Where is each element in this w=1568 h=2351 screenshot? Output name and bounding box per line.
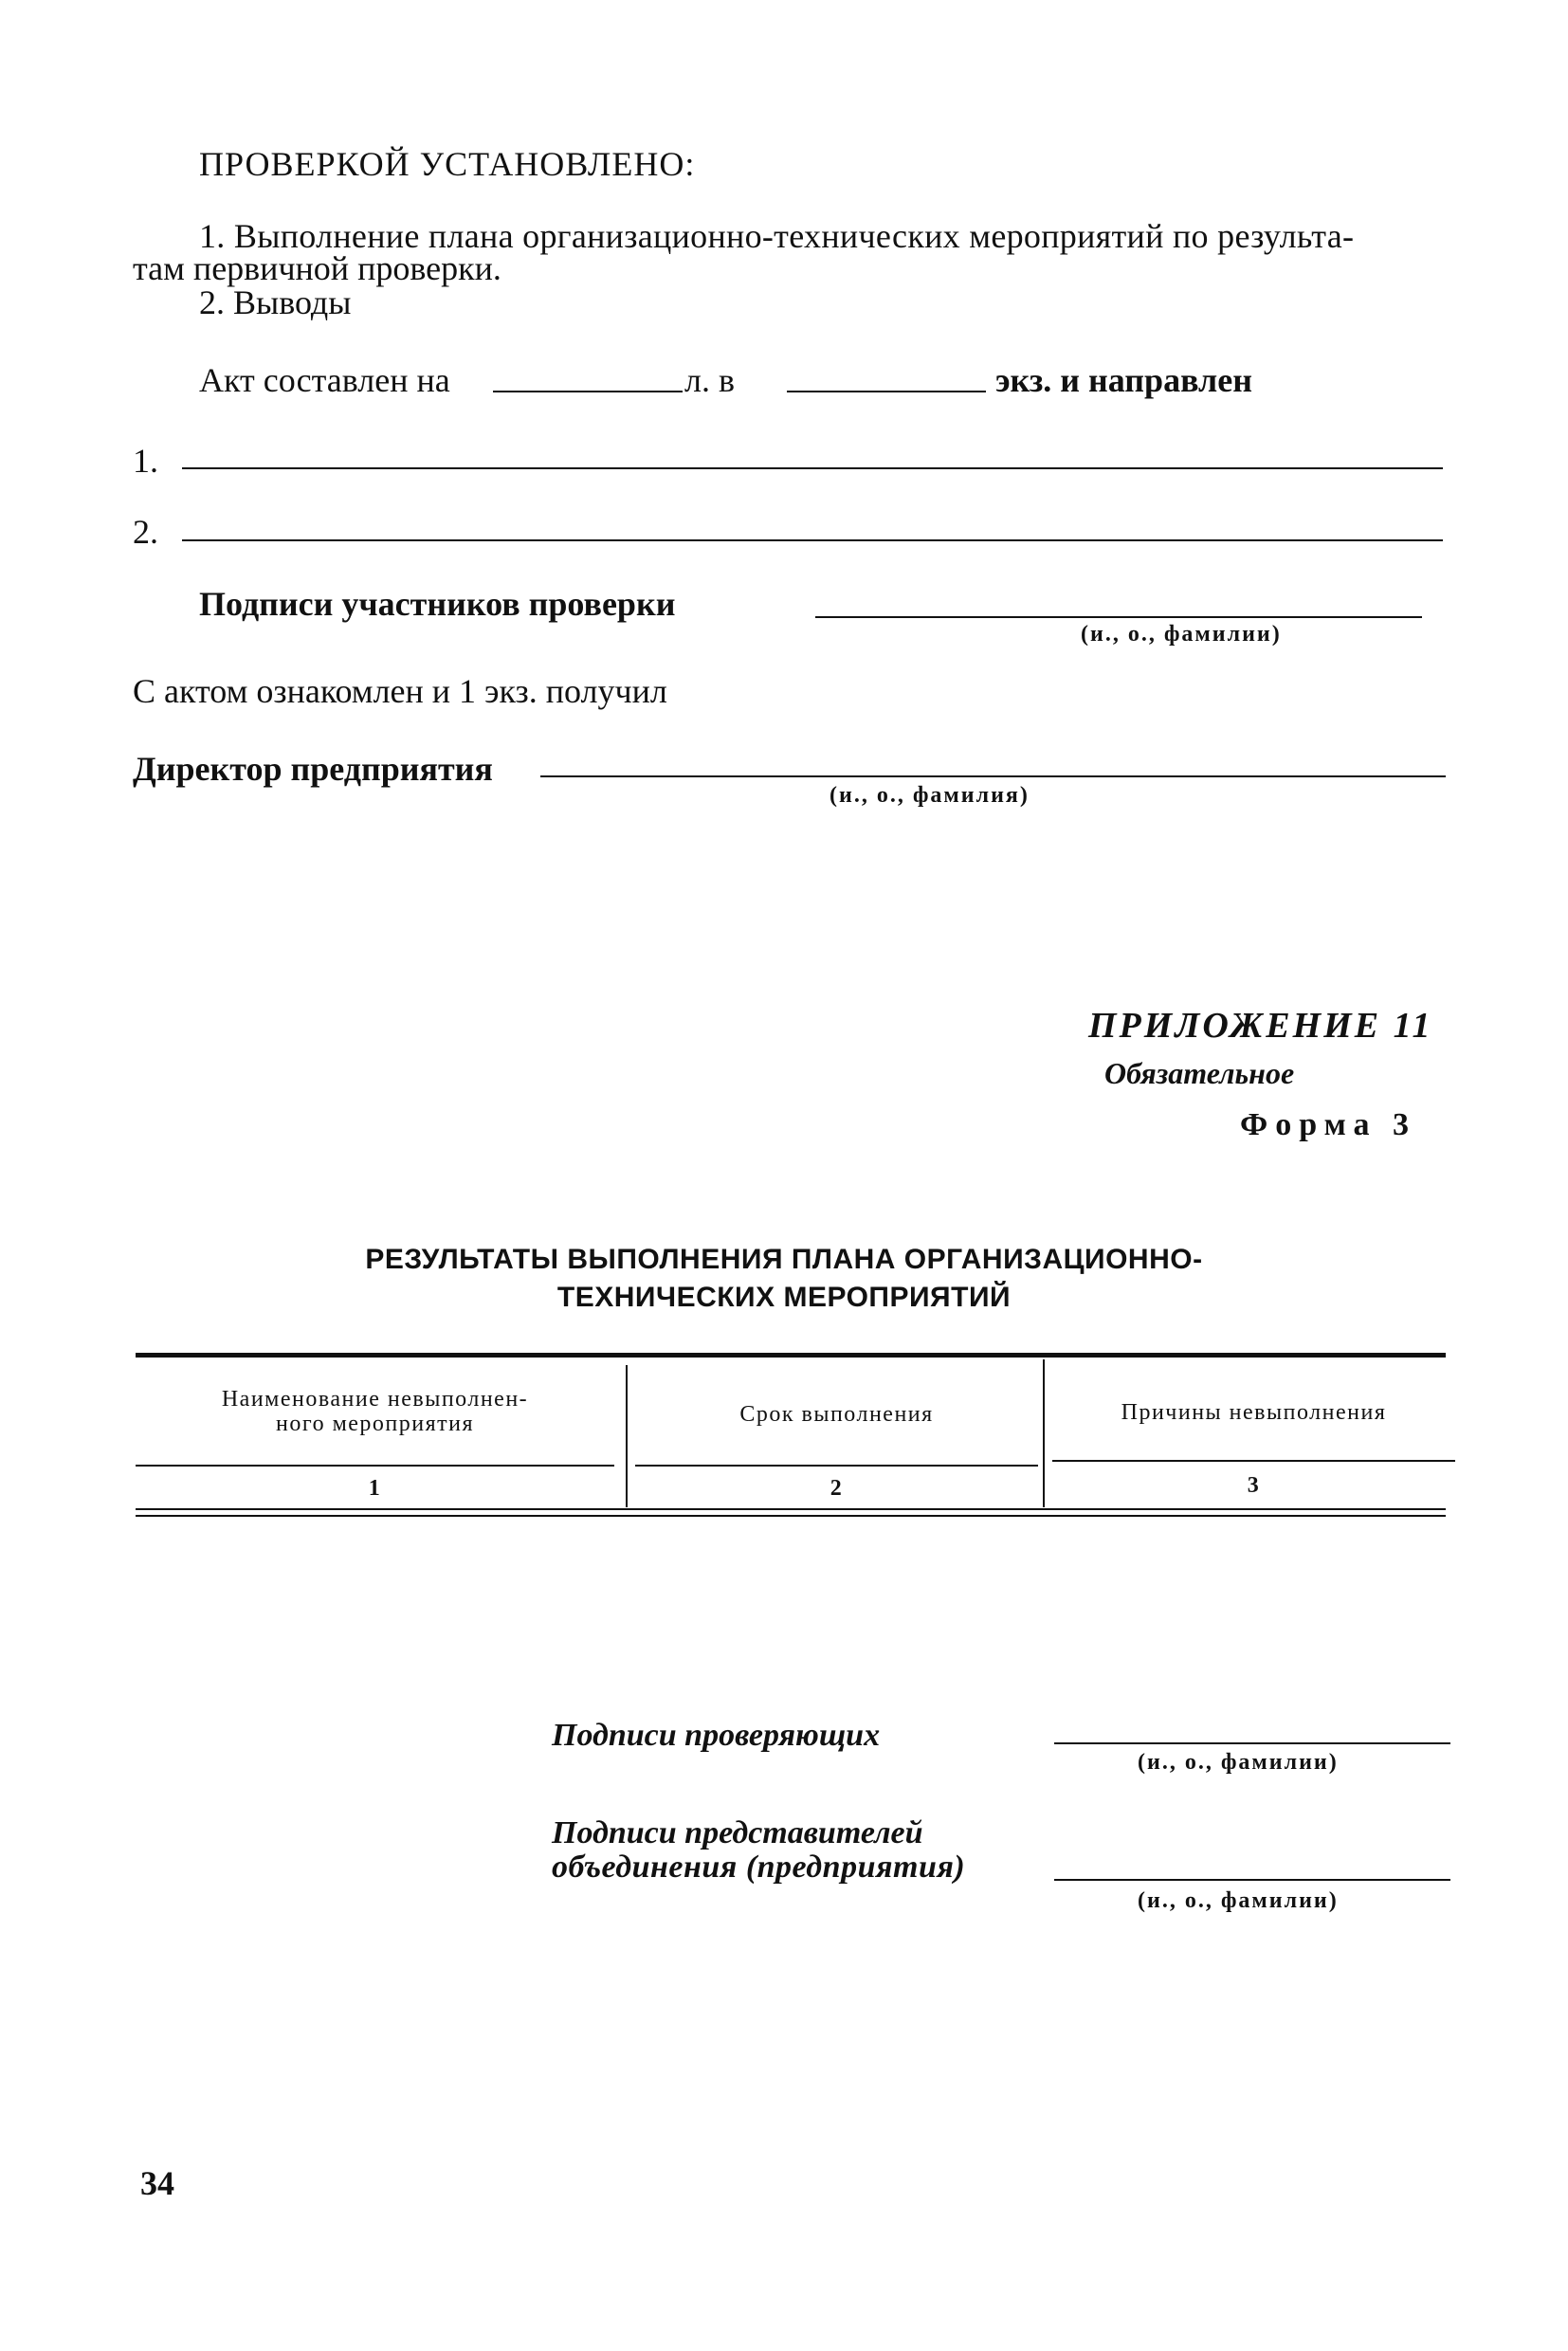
inspectors-signature-label: Подписи проверяющих bbox=[552, 1718, 881, 1753]
representatives-signature-line bbox=[1054, 1879, 1450, 1881]
item-1-line-2: там первичной проверки. bbox=[133, 249, 501, 287]
sheets-blank-line bbox=[493, 391, 683, 392]
recipient-1-label: 1. bbox=[133, 442, 158, 480]
column-header-3: Причины невыполнения bbox=[1121, 1400, 1387, 1425]
director-signature-line bbox=[540, 775, 1446, 777]
table-title-line-1: РЕЗУЛЬТАТЫ ВЫПОЛНЕНИЯ ПЛАНА ОРГАНИЗАЦИОННО- bbox=[365, 1244, 1203, 1275]
participants-signature-line bbox=[815, 616, 1422, 618]
column-header-1-line-1: Наименование невыполнен- bbox=[221, 1387, 529, 1412]
column-number-3: 3 bbox=[1247, 1473, 1261, 1498]
act-sheets-suffix: л. в bbox=[684, 361, 735, 399]
representatives-label-line-1: Подписи представителей bbox=[552, 1815, 923, 1850]
inspectors-signature-line bbox=[1054, 1742, 1450, 1744]
inspectors-signature-caption: (и., о., фамилии) bbox=[1138, 1750, 1339, 1775]
table-bottom-rule-1 bbox=[136, 1508, 1446, 1510]
header-rule-col-3 bbox=[1052, 1460, 1455, 1462]
copies-blank-line bbox=[787, 391, 986, 392]
form-number: Форма 3 bbox=[1240, 1107, 1417, 1142]
item-1-line-1: 1. Выполнение плана организационно-технических мероприятий по результа- bbox=[199, 217, 1355, 255]
header-rule-col-1 bbox=[136, 1465, 614, 1467]
acquainted-text: С актом ознакомлен и 1 экз. получил bbox=[133, 672, 667, 710]
director-label: Директор предприятия bbox=[133, 750, 493, 788]
director-signature-caption: (и., о., фамилия) bbox=[830, 783, 1030, 808]
appendix-title: ПРИЛОЖЕНИЕ 11 bbox=[1088, 1006, 1433, 1046]
header-rule-col-2 bbox=[635, 1465, 1038, 1467]
act-copies-suffix: экз. и направлен bbox=[995, 361, 1252, 399]
item-2: 2. Выводы bbox=[199, 283, 352, 321]
column-header-1-line-2: ного мероприятия bbox=[275, 1412, 475, 1436]
act-prefix: Акт составлен на bbox=[199, 361, 450, 399]
participants-signature-label: Подписи участников проверки bbox=[199, 585, 676, 623]
table-bottom-rule-2 bbox=[136, 1515, 1446, 1517]
representatives-label-line-2: объединения (предприятия) bbox=[552, 1850, 966, 1885]
section-heading: ПРОВЕРКОЙ УСТАНОВЛЕНО: bbox=[199, 145, 696, 183]
table-col-divider-2 bbox=[1043, 1359, 1045, 1507]
table-col-divider-1 bbox=[626, 1365, 628, 1507]
table-top-rule bbox=[136, 1353, 1446, 1358]
page-number: 34 bbox=[140, 2164, 174, 2202]
participants-signature-caption: (и., о., фамилии) bbox=[1081, 622, 1282, 647]
column-number-2: 2 bbox=[830, 1476, 844, 1501]
table-title-line-2: ТЕХНИЧЕСКИХ МЕРОПРИЯТИЙ bbox=[556, 1282, 1012, 1313]
column-header-2: Срок выполнения bbox=[739, 1402, 934, 1427]
representatives-signature-caption: (и., о., фамилии) bbox=[1138, 1888, 1339, 1913]
recipient-2-line bbox=[182, 539, 1443, 541]
column-number-1: 1 bbox=[368, 1476, 382, 1501]
appendix-status: Обязательное bbox=[1104, 1056, 1295, 1090]
recipient-1-line bbox=[182, 467, 1443, 469]
recipient-2-label: 2. bbox=[133, 513, 158, 551]
